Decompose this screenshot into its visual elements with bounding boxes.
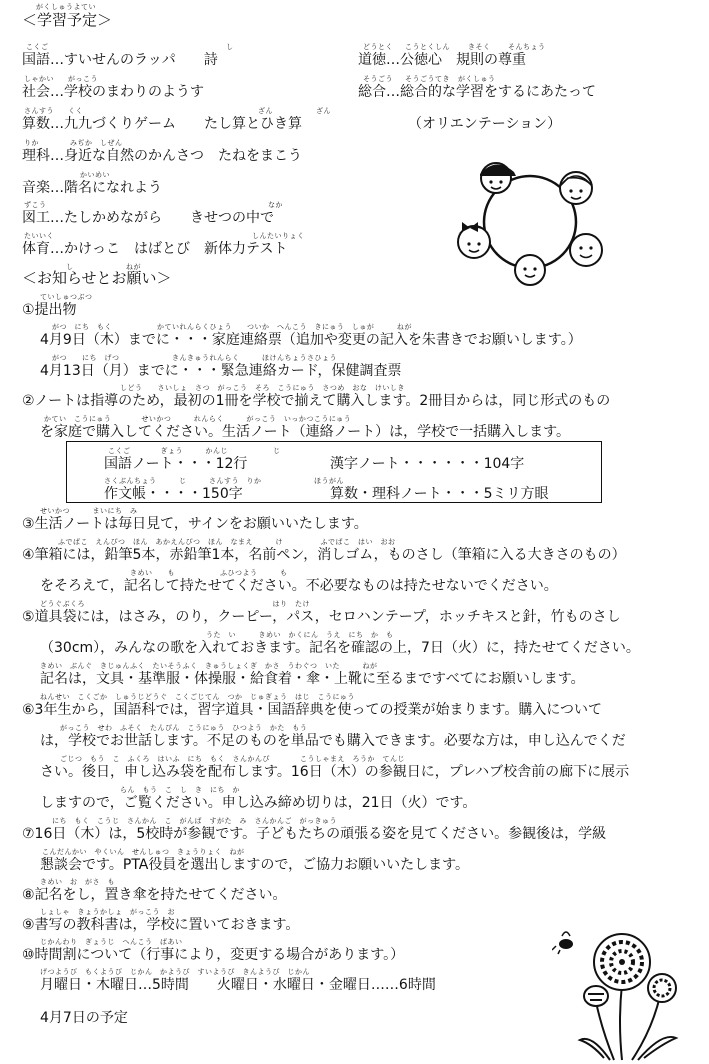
notice-9-line: ⑨書写の教科書は，学校に置いておきます。 — [22, 917, 300, 933]
notice-6-line: さい。後日，申し込み袋を配布します。16日（木）の参観日に，プレハブ校舎前の廊下に展示 — [40, 764, 630, 780]
furigana: ふでばこ えんぴつ ほん あかえんぴつ ほん なまえ け ふでばこ はい おお — [58, 538, 396, 546]
child-girl-icon — [560, 172, 592, 204]
subject-art: 図工…たしかめながら きせつの中で — [22, 210, 274, 226]
furigana: かいめい — [80, 171, 110, 179]
furigana: にち もく こうじ さんかん こ がんば すがた み さんかんご がっきゅう — [52, 817, 337, 825]
furigana: がつ にち もく かていれんらくひょう ついか へんこう きにゅう しゅが ねが — [52, 323, 412, 331]
notice-1-line: 4月13日（月）までに・・・緊急連絡カード，保健調査票 — [40, 363, 402, 379]
subject-integrated-orientation: （オリエンテーション） — [408, 116, 562, 132]
notice-10-line: 月曜日・木曜日…5時間 火曜日・水曜日・金曜日……6時間 — [40, 977, 436, 993]
furigana: こうとくしん — [405, 43, 450, 51]
notices-heading: ＜お知らせとお願い＞ — [22, 269, 172, 287]
furigana: りか — [24, 139, 39, 147]
subject-math: 算数…九九づくりゲーム たし算とひき算 — [22, 116, 302, 132]
furigana: し — [226, 43, 234, 51]
furigana: ごじつ もう こ ふくろ はいふ にち もく さんかんび こうしゃまえ ろうか てんじ — [60, 755, 405, 763]
notice-1-line: 4月9日（木）までに・・・家庭連絡票（追加や変更の記入を朱書きでお願いします。） — [40, 332, 582, 348]
notice-8-line: ⑧記名をし，置き傘を持たせてください。 — [22, 887, 287, 903]
furigana: こくご — [26, 43, 49, 51]
furigana: しどう さいしょ さつ がっこう そろ こうにゅう さつめ おな けいしき — [120, 384, 405, 392]
furigana: さんすう — [24, 107, 54, 115]
notice-5-line: 記名は，文具・基準服・体操服・給食着・傘・上靴に至るまですべてにお願いします。 — [40, 671, 585, 687]
furigana: しぜん — [100, 139, 123, 147]
subject-moral: 道徳…公徳心 規則の尊重 — [358, 52, 526, 68]
furigana: こんだんかい やくいん せんしゅつ きょうりょく ねが — [42, 848, 245, 856]
furigana: じかんわり ぎょうじ へんこう ばあい — [40, 938, 183, 946]
furigana: せいかつ まいにち み — [40, 507, 138, 515]
notice-7-line: ⑦16日（木）は，5校時が参観です。子どもたちの頑張る姿を見てください。参観後は，学級 — [22, 826, 607, 842]
notice-5-line: ⑤道具袋には，はさみ，のり，クーピー，パス，セロハンテープ，ホッチキスと針，竹ものさし — [22, 609, 621, 625]
notice-5-line: （30cm），みんなの歌を入れておきます。記名を確認の上，7日（火）に，持たせてください。 — [40, 640, 640, 656]
notice-4-line: ④筆箱には，鉛筆5本，赤鉛筆1本，名前ペン，消しゴム，ものさし（筆箱に入る大きさのもの） — [22, 547, 626, 563]
furigana: げつようび もくようび じかん かようび すいようび きんようび じかん — [40, 968, 310, 976]
schedule-heading: ＜学習予定＞ — [22, 11, 113, 29]
furigana: しょしゃ きょうかしょ がっこう お — [40, 908, 175, 916]
furigana: どうぐぶくろ はり たけ — [40, 600, 310, 608]
furigana: どうとく — [363, 43, 393, 51]
furigana: みぢか — [70, 139, 93, 147]
notebook-composition: 作文帳・・・・150字 — [104, 486, 243, 502]
furigana: たいいく — [24, 232, 54, 240]
furigana: がくしゅうよてい — [36, 3, 96, 11]
notice-6-line: しますので，ご覧ください。申し込み締め切りは，21日（火）です。 — [40, 795, 477, 811]
furigana: きそく — [468, 43, 491, 51]
furigana: がっこう — [68, 75, 98, 83]
child-with-cap-icon — [480, 163, 516, 193]
furigana: がくしゅう — [458, 75, 496, 83]
furigana: がっこう せわ ふそく たんぴん こうにゅう ひつよう かた もう — [60, 724, 308, 732]
furigana: こくご ぎょう かんじ じ — [108, 447, 281, 455]
dandelion-bud-icon — [584, 986, 608, 1006]
furigana: し ねが — [66, 263, 141, 271]
notice-6-line: ⑥3年生から，国語科では，習字道具・国語辞典を使っての授業が始まります。購入について — [22, 702, 603, 718]
furigana: きめい お がさ も — [40, 878, 115, 886]
child-bottom-icon — [515, 255, 545, 285]
furigana: うた い きめい かくにん うえ にち か も — [206, 631, 394, 639]
subject-social: 社会…学校のまわりのようす — [22, 84, 204, 100]
dandelion-flower-icon — [594, 934, 650, 990]
furigana: くく — [68, 107, 83, 115]
furigana: ていしゅつぶつ — [40, 293, 93, 301]
furigana: なか — [268, 201, 283, 209]
subject-science: 理科…身近な自然のかんさつ たねをまこう — [22, 148, 302, 164]
notebook-kanji: 漢字ノート・・・・・・104字 — [330, 456, 525, 472]
furigana: ざん — [258, 107, 273, 115]
notice-4-line: をそろえて，記名して持たせてください。不必要なものは持たせないでください。 — [40, 578, 558, 594]
furigana: そんちょう — [508, 43, 546, 51]
notice-1-title: ①提出物 — [22, 302, 77, 318]
dandelion-illustration — [552, 922, 702, 1062]
furigana: ざん — [316, 107, 331, 115]
notice-6-line: は，学校でお世話します。不足のものを単品でも購入できます。必要な方は，申し込んでくだ — [40, 733, 626, 749]
subject-pe: 体育…かけっこ はばとび 新体力テスト — [22, 241, 288, 257]
furigana: がつ にち げつ きんきゅうれんらく ほけんちょうさひょう — [52, 354, 337, 362]
child-smiling-icon — [570, 234, 602, 266]
bee-icon — [552, 932, 573, 954]
furigana: そうごう — [363, 75, 393, 83]
notebook-japanese: 国語ノート・・・12行 — [104, 456, 248, 472]
notice-7-line: 懇談会です。PTA役員を選出しますので，ご協力お願いいたします。 — [40, 857, 469, 873]
furigana: しんたいりょく — [252, 232, 305, 240]
furigana: ずこう — [24, 201, 47, 209]
furigana: らん もう こ し き にち か — [120, 786, 240, 794]
notice-2-line: ②ノートは指導のため，最初の1冊を学校で揃えて購入します。2冊目からは，同じ形式のもの — [22, 393, 611, 409]
furigana: きめい ぶんぐ きじゅんふく たいそうふく きゅうしょくぎ かさ うわぐつ いた ねが — [40, 662, 378, 670]
notice-10-line: ⑩時間割について（行事により，変更する場合があります。） — [22, 947, 405, 963]
subject-japanese: 国語…すいせんのラッパ 詩 — [22, 52, 218, 68]
furigana: そうごうてき — [405, 75, 450, 83]
furigana: ねんせい こくごか しゅうじどうぐ こくごじてん つか じゅぎょう はじ こうにゅう — [40, 693, 355, 701]
footer-date: 4月7日の予定 — [40, 1010, 128, 1026]
furigana: きめい も ふひつよう も — [130, 569, 288, 577]
furigana: かてい こうにゅう せいかつ れんらく がっこう いっかつこうにゅう — [44, 415, 352, 423]
subject-music: 音楽…階名になれよう — [22, 180, 162, 196]
notice-3-line: ③生活ノートは毎日見て，サインをお願いいたします。 — [22, 516, 368, 532]
subject-integrated: 総合…総合的な学習をするにあたって — [358, 84, 596, 100]
furigana: さくぶんちょう じ さんすう りか ほうがん — [104, 477, 344, 485]
notebook-math-science: 算数・理科ノート・・・5ミリ方眼 — [330, 486, 549, 502]
furigana: しゃかい — [24, 75, 54, 83]
notice-2-line: を家庭で購入してください。生活ノート（連絡ノート）は，学校で一括購入します。 — [40, 424, 571, 440]
children-circle-illustration — [444, 152, 616, 292]
dandelion-side-flower-icon — [648, 974, 676, 1002]
